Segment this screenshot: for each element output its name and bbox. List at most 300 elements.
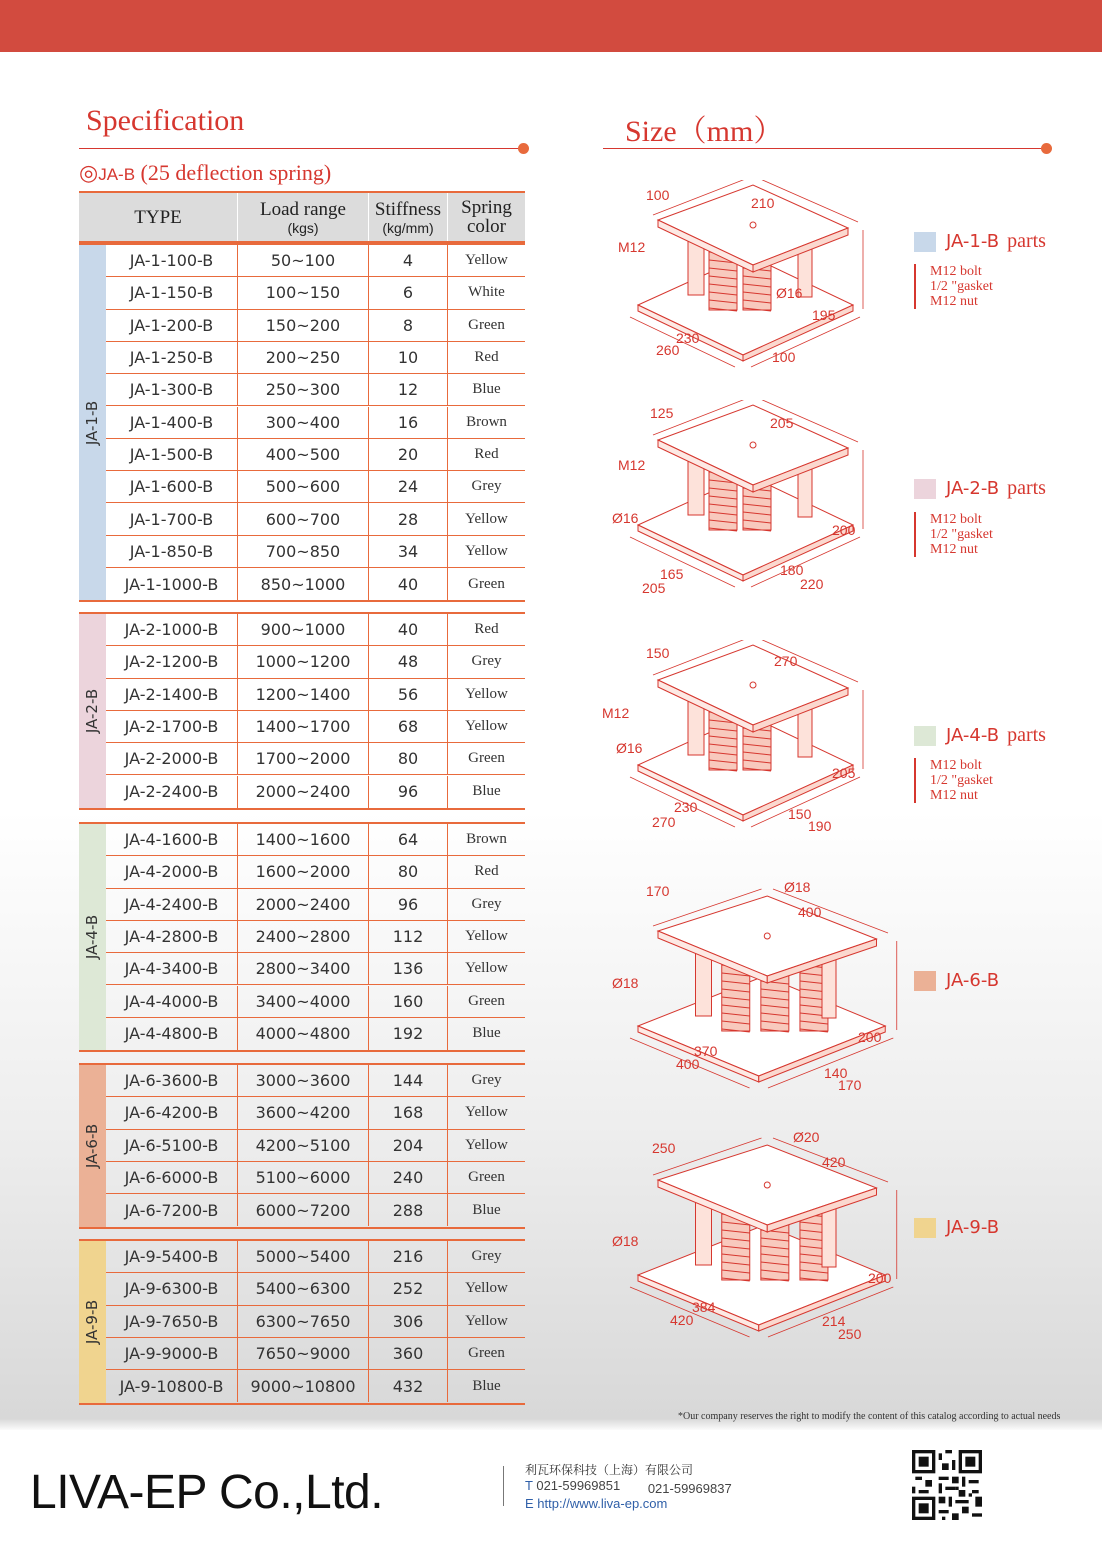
specification-divider — [79, 148, 524, 149]
dimension-label: 200 — [858, 1029, 882, 1045]
header-load — [237, 193, 368, 241]
cell-type: JA-4-2800-B — [124, 927, 219, 947]
parts-item: 1/2 "gasket — [930, 773, 993, 788]
cell-type: JA-1-700-B — [129, 509, 214, 529]
cell-load-range: 2000~2400 — [237, 889, 368, 920]
cell-type: JA-9-6300-B — [124, 1279, 219, 1299]
dimension-label: 420 — [822, 1154, 846, 1170]
dimension-label: 230 — [674, 799, 698, 815]
cell-spring-color: Yellow — [447, 679, 525, 710]
cell-stiffness: 16 — [368, 407, 447, 438]
cell-stiffness: 4 — [368, 245, 447, 276]
website — [525, 1496, 667, 1511]
dimension-label: 170 — [838, 1077, 862, 1093]
table-row — [106, 1370, 525, 1402]
header-load-unit: (kgs) — [287, 219, 319, 236]
table-row — [106, 310, 525, 342]
cell-stiffness: 432 — [368, 1370, 447, 1402]
cell-spring-color: Brown — [447, 824, 525, 855]
table-row — [106, 568, 525, 600]
telephone — [525, 1478, 732, 1496]
cell-spring-color: Green — [447, 310, 525, 341]
cell-spring-color: Green — [447, 568, 525, 600]
cell-spring-color: Green — [447, 1338, 525, 1369]
cell-spring-color: Red — [447, 856, 525, 887]
dimension-label: 205 — [832, 765, 856, 781]
group-label-text: JA-1-B — [83, 400, 102, 445]
cell-type: JA-6-5100-B — [124, 1135, 219, 1155]
isolator-drawing — [598, 180, 878, 390]
table-row — [106, 1097, 525, 1129]
parts-item: M12 nut — [930, 294, 978, 309]
table-row — [106, 889, 525, 921]
table-row — [106, 342, 525, 374]
legend-ja-9-b — [914, 1217, 999, 1238]
dimension-label: 214 — [822, 1313, 846, 1329]
cell-spring-color: Red — [447, 439, 525, 470]
dimension-label: Ø18 — [612, 975, 639, 991]
dimension-label: M12 — [618, 457, 646, 473]
cell-stiffness: 252 — [368, 1273, 447, 1304]
group-band — [79, 245, 106, 600]
cell-load-range: 1700~2000 — [237, 743, 368, 774]
cell-load-range: 1200~1400 — [237, 679, 368, 710]
cell-spring-color: Grey — [447, 889, 525, 920]
dimension-label: 150 — [646, 645, 670, 661]
dimension-label: 260 — [656, 342, 680, 358]
dimension-label: 100 — [772, 349, 796, 365]
cell-type: JA-9-5400-B — [124, 1247, 219, 1267]
dimension-label: 384 — [692, 1299, 716, 1315]
dimension-label: 140 — [824, 1065, 848, 1081]
cell-load-range: 3000~3600 — [237, 1065, 368, 1096]
cell-type: JA-1-200-B — [129, 315, 214, 335]
cell-spring-color: Grey — [447, 471, 525, 502]
cell-stiffness: 40 — [368, 614, 447, 645]
group-label — [79, 400, 106, 445]
group-ja-2-b — [79, 612, 525, 810]
company-name: 利瓦环保科技（上海）有限公司 — [525, 1463, 694, 1477]
cell-type: JA-4-1600-B — [124, 830, 219, 850]
header-load-label: Load range — [260, 198, 346, 220]
cell-spring-color: Green — [447, 1162, 525, 1193]
cell-load-range: 4000~4800 — [237, 1018, 368, 1050]
parts-item: 1/2 "gasket — [930, 527, 993, 542]
table-row — [106, 614, 525, 646]
cell-type: JA-4-2000-B — [124, 862, 219, 882]
legend-code: JA-6-B — [946, 970, 1000, 991]
header-stiffness — [368, 193, 447, 241]
size-divider — [603, 148, 1047, 149]
email-label: E — [525, 1496, 534, 1511]
cell-load-range: 1400~1700 — [237, 711, 368, 742]
tel-label: T — [525, 1478, 533, 1493]
parts-item: M12 nut — [930, 788, 978, 803]
cell-load-range: 850~1000 — [237, 568, 368, 600]
group-band — [79, 1241, 106, 1403]
cell-type: JA-1-250-B — [129, 348, 214, 368]
dimension-label: 220 — [800, 576, 824, 592]
cell-type: JA-1-100-B — [129, 251, 214, 271]
cell-load-range: 4200~5100 — [237, 1130, 368, 1161]
tel-2: 021-59969837 — [647, 1481, 732, 1496]
cell-spring-color: Red — [447, 614, 525, 645]
cell-load-range: 200~250 — [237, 342, 368, 373]
dimension-label: Ø20 — [793, 1129, 820, 1145]
cell-stiffness: 56 — [368, 679, 447, 710]
group-band — [79, 614, 106, 808]
cell-load-range: 6300~7650 — [237, 1306, 368, 1337]
cell-load-range: 500~600 — [237, 471, 368, 502]
dimension-label: 190 — [808, 818, 832, 834]
cell-load-range: 400~500 — [237, 439, 368, 470]
table-row — [106, 824, 525, 856]
isolator-drawing — [598, 1125, 898, 1365]
cell-stiffness: 12 — [368, 374, 447, 405]
cell-type: JA-2-1200-B — [124, 652, 219, 672]
cell-spring-color: Blue — [447, 1018, 525, 1050]
cell-stiffness: 160 — [368, 986, 447, 1017]
dimension-label: 210 — [751, 195, 775, 211]
cell-load-range: 250~300 — [237, 374, 368, 405]
group-label-text: JA-6-B — [83, 1123, 102, 1168]
group-label-text: JA-9-B — [83, 1299, 102, 1344]
group-band — [79, 824, 106, 1050]
size-title: Size（mm） — [625, 115, 784, 148]
cell-load-range: 300~400 — [237, 407, 368, 438]
cell-stiffness: 360 — [368, 1338, 447, 1369]
legend-swatch — [914, 479, 936, 499]
cell-spring-color: Green — [447, 743, 525, 774]
cell-type: JA-6-3600-B — [124, 1071, 219, 1091]
cell-stiffness: 40 — [368, 568, 447, 600]
cell-stiffness: 8 — [368, 310, 447, 341]
cell-type: JA-1-300-B — [129, 380, 214, 400]
parts-list — [914, 512, 993, 557]
cell-spring-color: Green — [447, 986, 525, 1017]
cell-load-range: 1400~1600 — [237, 824, 368, 855]
group-label — [79, 1299, 106, 1344]
cell-spring-color: White — [447, 277, 525, 308]
cell-stiffness: 240 — [368, 1162, 447, 1193]
dimension-label: 250 — [838, 1326, 862, 1342]
brand-name: LIVA-EP Co.,Ltd. — [30, 1466, 384, 1519]
cell-stiffness: 64 — [368, 824, 447, 855]
cell-stiffness: 306 — [368, 1306, 447, 1337]
cell-type: JA-1-850-B — [129, 541, 214, 561]
cell-spring-color: Yellow — [447, 711, 525, 742]
cell-stiffness: 68 — [368, 711, 447, 742]
table-row — [106, 646, 525, 678]
header-spring-label: Spring — [461, 197, 512, 218]
top-banner — [0, 0, 1102, 52]
isolator-drawing — [598, 400, 878, 615]
isolator-drawing — [598, 640, 878, 850]
footer-divider — [503, 1466, 504, 1506]
parts-item: M12 nut — [930, 542, 978, 557]
cell-stiffness: 96 — [368, 776, 447, 808]
legend-swatch — [914, 971, 936, 991]
cell-stiffness: 136 — [368, 953, 447, 984]
cell-stiffness: 168 — [368, 1097, 447, 1128]
cell-spring-color: Grey — [447, 1065, 525, 1096]
group-label — [79, 1123, 106, 1168]
dimension-label: 170 — [646, 883, 670, 899]
table-header — [79, 191, 525, 243]
cell-load-range: 1000~1200 — [237, 646, 368, 677]
cell-load-range: 3400~4000 — [237, 986, 368, 1017]
cell-type: JA-6-7200-B — [124, 1200, 219, 1220]
dimension-label: Ø16 — [612, 510, 639, 526]
cell-type: JA-9-10800-B — [119, 1376, 224, 1396]
cell-spring-color: Blue — [447, 776, 525, 808]
dimension-label: 370 — [694, 1043, 718, 1059]
cell-spring-color: Yellow — [447, 245, 525, 276]
dimension-label: 270 — [774, 653, 798, 669]
catalog-note: *Our company reserves the right to modify the content of this catalog according to actual needs — [678, 1411, 1061, 1422]
dimension-label: 125 — [650, 405, 674, 421]
table-row — [106, 711, 525, 743]
table-row — [106, 536, 525, 568]
group-ja-4-b — [79, 822, 525, 1052]
header-spring-color — [447, 193, 525, 241]
cell-load-range: 50~100 — [237, 245, 368, 276]
cell-spring-color: Grey — [447, 646, 525, 677]
cell-type: JA-9-7650-B — [124, 1311, 219, 1331]
table-row — [106, 1273, 525, 1305]
parts-item: M12 bolt — [930, 758, 982, 773]
cell-stiffness: 34 — [368, 536, 447, 567]
dimension-label: 205 — [642, 580, 666, 596]
cell-load-range: 6000~7200 — [237, 1194, 368, 1226]
legend-code: JA-2-B — [946, 478, 1000, 499]
parts-item: M12 bolt — [930, 264, 982, 279]
cell-type: JA-4-3400-B — [124, 959, 219, 979]
cell-stiffness: 6 — [368, 277, 447, 308]
legend-swatch — [914, 232, 936, 252]
cell-type: JA-2-1000-B — [124, 620, 219, 640]
dimension-label: 400 — [676, 1056, 700, 1072]
dimension-label: Ø18 — [784, 879, 811, 895]
cell-type: JA-1-1000-B — [124, 574, 219, 594]
cell-load-range: 100~150 — [237, 277, 368, 308]
cell-type: JA-6-4200-B — [124, 1103, 219, 1123]
cell-stiffness: 112 — [368, 921, 447, 952]
group-label-text: JA-2-B — [83, 688, 102, 733]
cell-load-range: 900~1000 — [237, 614, 368, 645]
cell-load-range: 5400~6300 — [237, 1273, 368, 1304]
subtitle-code: JA-B — [98, 165, 136, 184]
cell-spring-color: Blue — [447, 1194, 525, 1226]
legend-ja-1-b — [914, 230, 1046, 253]
cell-stiffness: 20 — [368, 439, 447, 470]
cell-load-range: 5100~6000 — [237, 1162, 368, 1193]
dimension-label: Ø16 — [776, 285, 803, 301]
table-row — [106, 277, 525, 309]
cell-load-range: 2400~2800 — [237, 921, 368, 952]
cell-stiffness: 48 — [368, 646, 447, 677]
dimension-label: M12 — [602, 705, 630, 721]
legend-suffix: parts — [1007, 724, 1046, 746]
cell-spring-color: Brown — [447, 407, 525, 438]
cell-load-range: 9000~10800 — [237, 1370, 368, 1402]
cell-stiffness: 10 — [368, 342, 447, 373]
cell-load-range: 2800~3400 — [237, 953, 368, 984]
legend-code: JA-9-B — [946, 1217, 1000, 1238]
header-stiffness-label: Stiffness — [374, 198, 442, 220]
table-row — [106, 1162, 525, 1194]
legend-swatch — [914, 1218, 936, 1238]
dimension-label: 420 — [670, 1312, 694, 1328]
parts-item: M12 bolt — [930, 512, 982, 527]
cell-stiffness: 144 — [368, 1065, 447, 1096]
specification-title: Specification — [86, 104, 245, 137]
legend-suffix: parts — [1007, 230, 1046, 252]
isolator-drawing — [598, 876, 898, 1116]
table-row — [106, 1130, 525, 1162]
cell-load-range: 1600~2000 — [237, 856, 368, 887]
legend-ja-2-b — [914, 477, 1046, 500]
cell-spring-color: Blue — [447, 1370, 525, 1402]
dimension-label: Ø16 — [616, 740, 643, 756]
header-type — [79, 193, 237, 241]
group-ja-9-b — [79, 1239, 525, 1405]
cell-stiffness: 288 — [368, 1194, 447, 1226]
cell-load-range: 150~200 — [237, 310, 368, 341]
dimension-label: M12 — [618, 239, 646, 255]
cell-spring-color: Yellow — [447, 503, 525, 534]
cell-stiffness: 96 — [368, 889, 447, 920]
cell-stiffness: 24 — [368, 471, 447, 502]
website-link[interactable]: http://www.liva-ep.com — [537, 1496, 668, 1511]
cell-stiffness: 216 — [368, 1241, 447, 1272]
cell-type: JA-4-4800-B — [124, 1024, 219, 1044]
cell-stiffness: 192 — [368, 1018, 447, 1050]
table-row — [106, 1338, 525, 1370]
group-ja-1-b — [79, 243, 525, 602]
cell-load-range: 5000~5400 — [237, 1241, 368, 1272]
parts-list — [914, 758, 993, 803]
cell-spring-color: Red — [447, 342, 525, 373]
cell-load-range: 7650~9000 — [237, 1338, 368, 1369]
group-label-text: JA-4-B — [83, 914, 102, 960]
table-row — [106, 776, 525, 808]
cell-type: JA-6-6000-B — [124, 1168, 219, 1188]
group-ja-6-b — [79, 1063, 525, 1229]
cell-type: JA-9-9000-B — [124, 1344, 219, 1364]
table-row — [106, 1194, 525, 1226]
cell-stiffness: 80 — [368, 743, 447, 774]
table-row — [106, 856, 525, 888]
table-row — [106, 743, 525, 775]
cell-stiffness: 28 — [368, 503, 447, 534]
table-row — [106, 921, 525, 953]
cell-type: JA-2-1700-B — [124, 717, 219, 737]
cell-spring-color: Yellow — [447, 1097, 525, 1128]
group-label — [79, 914, 106, 960]
parts-list — [914, 264, 993, 309]
dimension-label: 195 — [812, 307, 836, 323]
cell-spring-color: Yellow — [447, 1306, 525, 1337]
header-type-label: TYPE — [134, 206, 182, 228]
dimension-label: Ø18 — [612, 1233, 639, 1249]
group-band — [79, 1065, 106, 1227]
table-row — [106, 953, 525, 985]
table-row — [106, 439, 525, 471]
subtitle-text: (25 deflection spring) — [140, 160, 332, 185]
legend-ja-6-b — [914, 970, 999, 991]
table-row — [106, 503, 525, 535]
dimension-label: 205 — [770, 415, 794, 431]
dimension-label: 270 — [652, 814, 676, 830]
table-row — [106, 986, 525, 1018]
cell-type: JA-4-2400-B — [124, 894, 219, 914]
cell-spring-color: Blue — [447, 374, 525, 405]
cell-type: JA-2-1400-B — [124, 684, 219, 704]
table-row — [106, 471, 525, 503]
group-label — [79, 688, 106, 733]
cell-type: JA-1-500-B — [129, 444, 214, 464]
cell-type: JA-1-600-B — [129, 477, 214, 497]
cell-spring-color: Yellow — [447, 953, 525, 984]
qr-code-icon — [912, 1450, 982, 1520]
legend-code: JA-1-B — [946, 231, 1000, 252]
dimension-label: 200 — [868, 1270, 892, 1286]
dimension-label: 400 — [798, 904, 822, 920]
cell-stiffness: 204 — [368, 1130, 447, 1161]
dimension-label: 180 — [780, 562, 804, 578]
legend-suffix: parts — [1007, 477, 1046, 499]
cell-type: JA-1-150-B — [129, 283, 214, 303]
cell-load-range: 3600~4200 — [237, 1097, 368, 1128]
dimension-label: 250 — [652, 1140, 676, 1156]
dimension-label: 230 — [676, 330, 700, 346]
cell-spring-color: Grey — [447, 1241, 525, 1272]
table-row — [106, 407, 525, 439]
cell-load-range: 700~850 — [237, 536, 368, 567]
cell-spring-color: Yellow — [447, 1130, 525, 1161]
cell-load-range: 600~700 — [237, 503, 368, 534]
tel-1: 021-59969851 — [536, 1478, 621, 1493]
legend-ja-4-b — [914, 724, 1046, 747]
parts-item: 1/2 "gasket — [930, 279, 993, 294]
cell-type: JA-2-2000-B — [124, 749, 219, 769]
spec-subtitle — [79, 160, 331, 186]
header-stiffness-unit: (kg/mm) — [382, 219, 434, 236]
table-row — [106, 1241, 525, 1273]
double-circle-icon: ◎ — [79, 160, 99, 185]
dimension-label: 200 — [832, 522, 856, 538]
cell-spring-color: Yellow — [447, 921, 525, 952]
legend-swatch — [914, 726, 936, 746]
cell-stiffness: 80 — [368, 856, 447, 887]
table-row — [106, 1306, 525, 1338]
dimension-label: 165 — [660, 566, 684, 582]
legend-code: JA-4-B — [946, 725, 1000, 746]
table-row — [106, 374, 525, 406]
table-row — [106, 1065, 525, 1097]
dimension-label: 100 — [646, 187, 670, 203]
cell-load-range: 2000~2400 — [237, 776, 368, 808]
table-row — [106, 1018, 525, 1050]
cell-spring-color: Yellow — [447, 1273, 525, 1304]
table-row — [106, 245, 525, 277]
cell-type: JA-2-2400-B — [124, 782, 219, 802]
dimension-label: 150 — [788, 806, 812, 822]
cell-spring-color: Yellow — [447, 536, 525, 567]
cell-type: JA-4-4000-B — [124, 991, 219, 1011]
cell-type: JA-1-400-B — [129, 412, 214, 432]
